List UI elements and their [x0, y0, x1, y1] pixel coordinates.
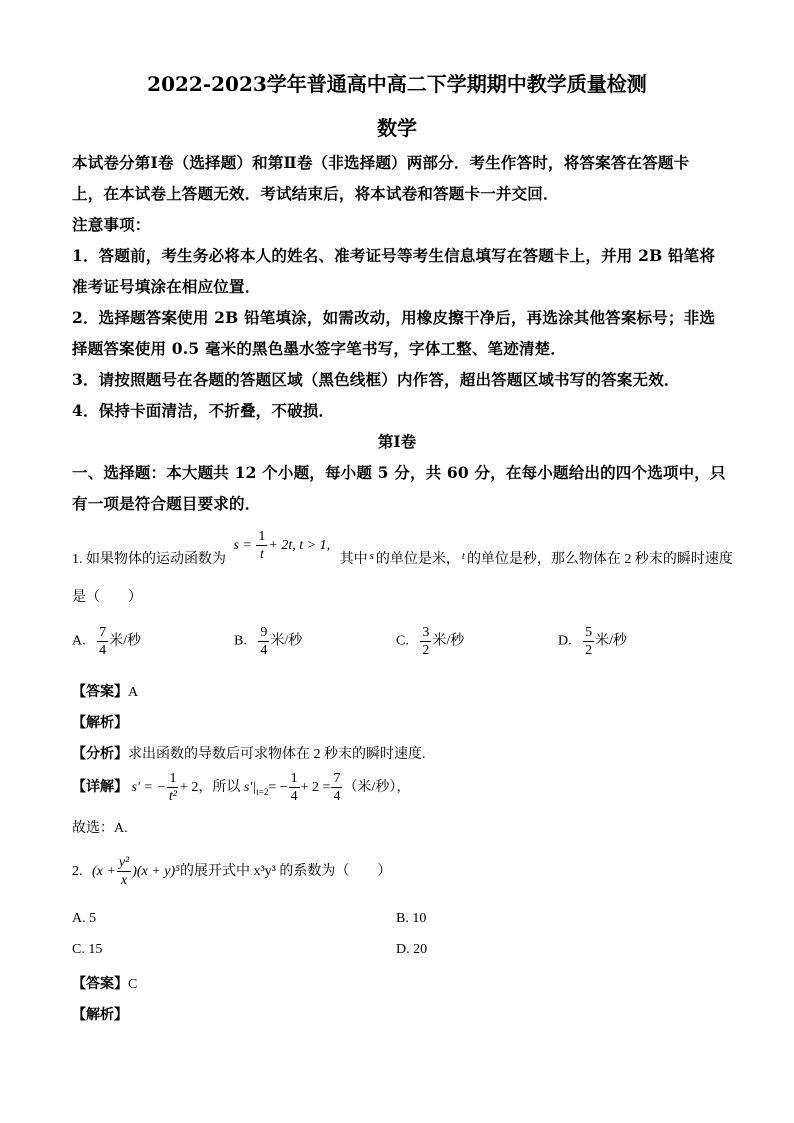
q2-option-a: A. 5	[72, 911, 97, 926]
part-1-line-1: 一、选择题：本大题共 12 个小题，每小题 5 分，共 60 分，在每小题给出的四个选项中，只	[72, 463, 726, 482]
q1-option-a: A. $\frac{7}{4}$ 米/秒	[72, 625, 142, 658]
q1-formula: s = $\frac{1}{t}$ + 2t, t > 1,	[233, 529, 331, 563]
note-1-line-2: 准考证号填涂在相应位置．	[72, 277, 261, 296]
subject-title: 数学	[377, 116, 417, 140]
q1-detail: 【详解】 s′ = − $\frac{1}{\text{t²}}$ + 2，所以 $s'|_{t=2}=$ − $\frac{1}{4}$ + 2 = $\frac{7}{4}$ （米/秒），	[72, 771, 411, 805]
note-3: 3．请按照题号在各题的答题区域（黑色线框）内作答，超出答题区域书写的答案无效．	[72, 370, 680, 389]
q2-analysis-tag: 【解析】	[72, 1008, 128, 1023]
q1-option-c: C. $\frac{3}{2}$ 米/秒	[396, 625, 465, 658]
intro-line-1: 本试卷分第Ⅰ卷（选择题）和第Ⅱ卷（非选择题）两部分．考生作答时，将答案答在答题卡	[72, 153, 690, 172]
q2-answer: 【答案】C	[72, 977, 138, 992]
q1-answer: 【答案】A	[72, 685, 139, 700]
note-2-line-2: 择题答案使用 0.5 毫米的黑色墨水签字笔书写，字体工整、笔迹清楚．	[72, 339, 567, 358]
q1-option-b: B. $\frac{9}{4}$ 米/秒	[234, 625, 303, 658]
page-title: 2022-2023学年普通高中高二下学期期中教学质量检测	[147, 72, 647, 96]
q2-option-c: C. 15	[72, 942, 103, 957]
q2-option-b: B. 10	[396, 911, 427, 926]
note-4: 4．保持卡面清洁，不折叠，不破损．	[72, 401, 335, 420]
part-1-line-2: 有一项是符合题目要求的．	[72, 494, 261, 513]
intro-line-2: 上，在本试卷上答题无效．考试结束后，将本试卷和答题卡一并交回．	[72, 184, 559, 203]
q1-conclusion: 故选：A.	[72, 821, 128, 836]
question-2: 2. (x + $\frac{\text{y²}}{x}$ )(x + y)⁵的展开式中 x³y³ 的系数为（ ）	[72, 855, 392, 889]
section-title: 第Ⅰ卷	[377, 432, 417, 451]
notes-heading: 注意事项：	[72, 215, 151, 234]
q1-option-d: D. $\frac{5}{2}$ 米/秒	[558, 625, 628, 658]
note-2-line-1: 2．选择题答案使用 2B 铅笔填涂，如需改动，用橡皮擦干净后，再选涂其他答案标号；非选	[72, 308, 716, 327]
q1-analysis-tag: 【解析】	[72, 716, 128, 731]
question-1-line-1: 1. 如果物体的运动函数为 s = $\frac{1}{t}$ + 2t, t > 1, 其中 $^s$ 的单位是米， $^t$ 的单位是秒，那么物体在 2 秒末的瞬时速度	[72, 529, 733, 567]
q1-prefix: 1. 如果物体的运动函数为	[72, 552, 226, 567]
note-1-line-1: 1．答题前，考生务必将本人的姓名、准考证号等考生信息填写在答题卡上，并用 2B 铅笔将	[72, 246, 716, 265]
q2-option-d: D. 20	[396, 942, 428, 957]
q1-fenxi: 【分析】求出函数的导数后可求物体在 2 秒末的瞬时速度.	[72, 747, 426, 762]
question-1-line-2: 是（ ）	[72, 590, 142, 605]
